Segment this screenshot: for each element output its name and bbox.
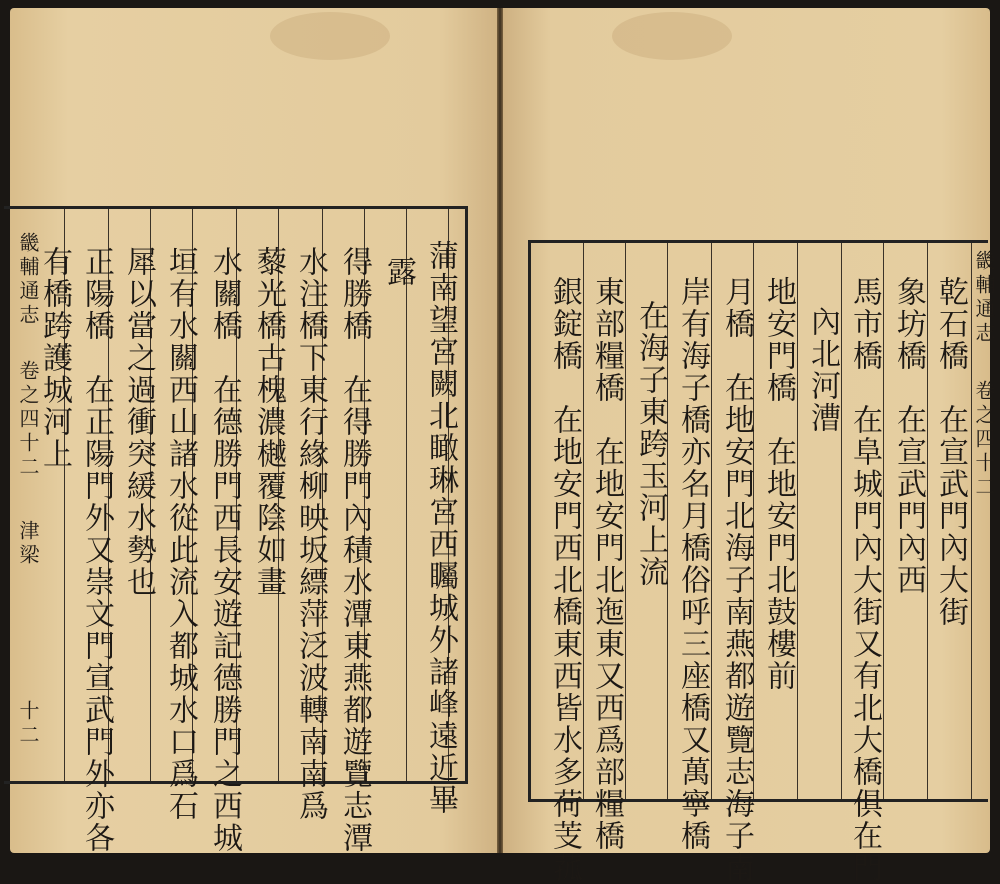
right-column-3: 馬市橋 在阜城門內大街又有北大橋俱在門 [847,276,882,884]
left-column-1: 蒲南望宮闕北瞰琳宮西矚城外諸峰遠近畢 [423,240,458,816]
left-column-3: 得勝橋 在得勝門內積水潭東燕都遊覽志潭 [337,246,372,854]
left-column-2: 露 [381,256,416,288]
right-margin-title: 畿輔通志 [972,250,996,346]
right-margin-volume: 卷之四十二 [972,380,996,500]
left-column-8: 犀以當之過衝突緩水勢也 [121,246,156,598]
right-column-5: 地安門橋 在地安門北鼓樓前 [761,276,796,692]
left-column-5: 藜光橋古槐濃樾覆陰如畫 [251,246,286,598]
left-column-7: 垣有水關西山諸水從此流入都城水口爲石 [163,246,198,822]
paper-stain [612,12,732,60]
right-column-7: 岸有海子橋亦名月橋俗呼三座橋又萬寧橋 [675,276,710,852]
left-column-9: 正陽橋 在正陽門外又崇文門宣武門外亦各 [79,246,114,854]
right-column-9: 東部糧橋 在地安門北迤東又西爲部糧橋 [589,276,624,852]
left-margin-page: 十二 [16,700,40,748]
left-margin-title: 畿輔通志 [16,232,40,328]
right-column-2: 象坊橋 在宣武門內西 [891,276,926,596]
book-gutter [497,8,503,853]
right-column-1: 乾石橋 在宣武門內大街 [933,276,968,628]
left-margin-volume: 卷之四十二 [16,360,40,480]
left-column-10: 有橋跨護城河上 [37,246,72,470]
left-column-6: 水關橋 在德勝門西長安遊記德勝門之西城 [207,246,242,854]
right-column-6: 月橋 在地安門北海子南燕都遊覽志海子南 [719,276,754,884]
right-column-4: 內北河漕 [805,306,840,434]
left-margin-section: 津梁 [16,520,40,568]
right-column-8: 在海子東跨玉河上流 [633,300,668,588]
right-column-10: 銀錠橋 在地安門西北橋東西皆水多荷芰菰 [547,276,582,884]
left-column-4: 水注橋下東行緣柳映坂縹萍泛波轉南南爲 [293,246,328,822]
paper-stain [270,12,390,60]
